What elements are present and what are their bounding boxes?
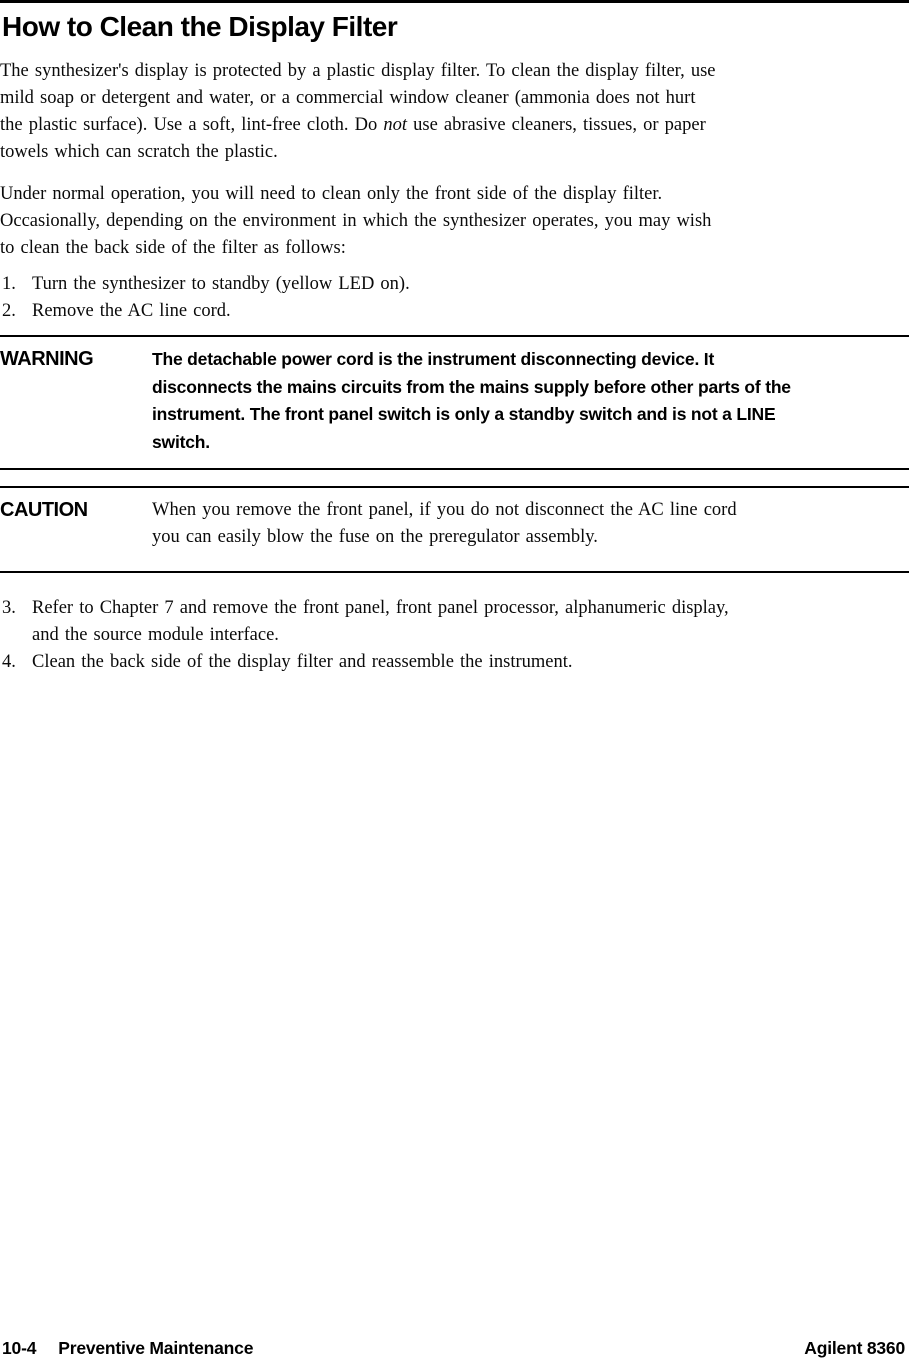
footer-brand: Agilent 8360 [804,1338,905,1358]
step-number: 2. [2,301,16,321]
intro-line-pre: the plastic surface). Use a soft, lint-free cloth. Do [0,115,384,135]
operation-paragraph [0,181,909,262]
step-item [0,595,909,649]
footer-page-number: 10-4 [2,1338,37,1358]
step-text-line: and the source module interface. [32,625,279,645]
caution-text [152,497,897,551]
warning-line: The detachable power cord is the instrument disconnecting device. It [152,349,715,369]
operation-line: to clean the back side of the filter as follows: [0,238,346,258]
step-text: Remove the AC line cord. [32,301,231,321]
page-title: How to Clean the Display Filter [2,11,398,42]
step-item [0,271,909,298]
intro-line [0,112,909,139]
operation-line: Occasionally, depending on the environment in which the synthesizer operates, you may wish [0,211,712,231]
steps-3-4 [0,595,909,676]
steps-1-2 [0,271,909,325]
step-number: 1. [2,274,16,294]
warning-line: disconnects the mains circuits from the mains supply before other parts of the [152,376,791,397]
warning-label: WARNING [0,348,94,370]
page-top-rule [0,0,909,3]
footer-left [2,1338,253,1359]
step-text-line: Refer to Chapter 7 and remove the front panel, front panel processor, alphanumeric display, [32,598,729,618]
intro-line-post: use abrasive cleaners, tissues, or paper [407,115,706,135]
intro-line: The synthesizer's display is protected by a plastic display filter. To clean the display filter, use [0,61,716,81]
intro-line-italic: not [383,115,408,135]
step-item [0,649,909,676]
step-number: 4. [2,652,16,672]
caution-line: When you remove the front panel, if you do not disconnect the AC line cord [152,500,737,520]
step-text: Turn the synthesizer to standby (yellow LED on). [32,274,410,294]
intro-paragraph [0,58,909,166]
warning-line: instrument. The front panel switch is only a standby switch and is not a LINE [152,404,776,424]
step-item [0,298,909,325]
operation-line: Under normal operation, you will need to clean only the front side of the display filter. [0,184,663,204]
footer-section-title: Preventive Maintenance [58,1338,254,1358]
intro-line: mild soap or detergent and water, or a commercial window cleaner (ammonia does not hurt [0,88,696,108]
step-number: 3. [2,598,16,618]
warning-notice [0,335,909,470]
caution-notice [0,486,909,573]
caution-line: you can easily blow the fuse on the preregulator assembly. [152,527,598,547]
intro-line: towels which can scratch the plastic. [0,142,278,162]
step-text-line: Clean the back side of the display filter and reassemble the instrument. [32,652,573,672]
caution-label: CAUTION [0,499,88,521]
warning-line: switch. [152,431,210,452]
warning-text [152,346,897,456]
